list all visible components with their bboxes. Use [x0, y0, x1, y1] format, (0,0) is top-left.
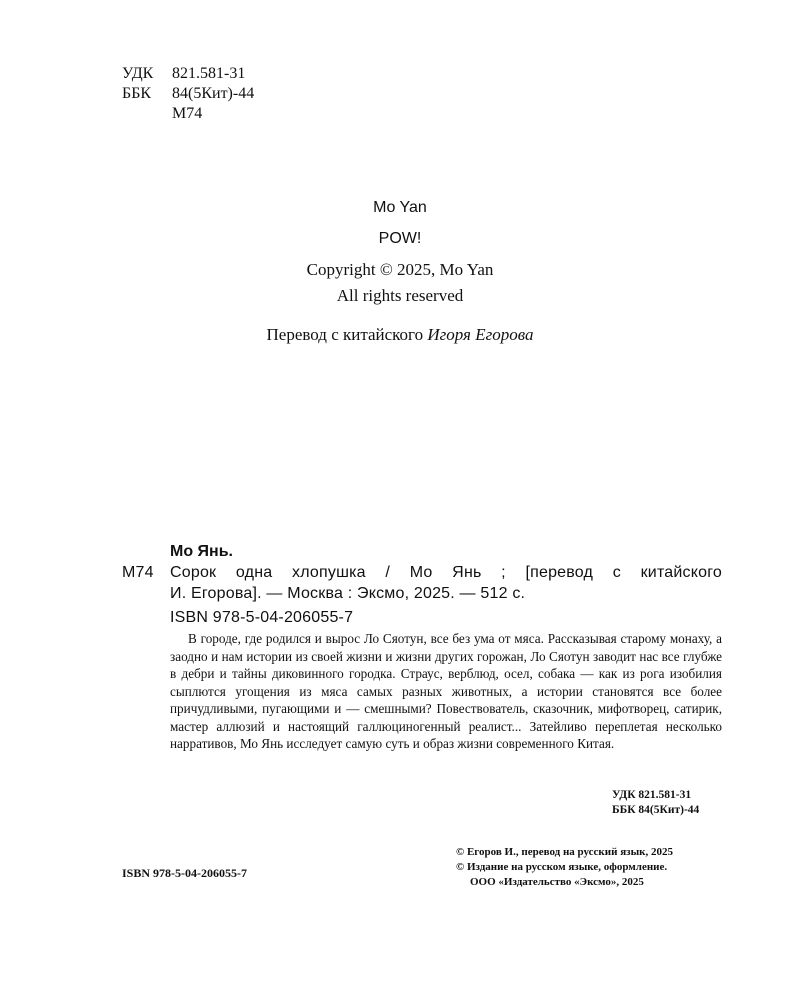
bbk-value: 84(5Кит)-44 [172, 85, 255, 102]
bbk-label: ББК [122, 85, 152, 102]
translation-prefix: Перевод с китайского [266, 325, 428, 344]
udk-label: УДК [122, 65, 154, 82]
annotation-text: В городе, где родился и вырос Ло Сяотун, все без ума от мяса. Рассказывая старому монаху, а заодно и нам истории из своей жизни и жизни других горожан, Ло Сяотун заводит нас все глубже в дебри и тайны диковинного городка. Страус, верблюд, осел, собака — как из рога изобилия сыплются угощения из мяса самых разных животных, а истории становятся все более причудливыми, пугающими и — смешными? Повествователь, сказочник, мифотворец, сатирик, мастер аллюзий и настоящий галлюциногенный реалист... Затейливо переплетая несколько нарративов, Мо Янь исследует самую суть и образ жизни современного Китая. [170, 631, 722, 751]
record-title-line: Сорок одна хлопушка / Мо Янь ; [перевод с китайского [170, 564, 722, 581]
classification-block [122, 64, 254, 124]
footer-isbn: ISBN 978-5-04-206055-7 [122, 866, 247, 880]
bbk-row [122, 84, 254, 104]
record-imprint-line: И. Егорова]. — Москва : Эксмо, 2025. — 512 с. [170, 585, 526, 602]
author-mark: М74 [172, 105, 203, 122]
record-udk: УДК 821.581-31 [612, 789, 692, 801]
record-isbn: ISBN 978-5-04-206055-7 [170, 609, 354, 626]
translator-name: Игоря Егорова [427, 325, 534, 344]
rights-line: All rights reserved [336, 286, 464, 305]
udk-value: 821.581-31 [172, 65, 246, 82]
record-bbk: ББК 84(5Кит)-44 [612, 804, 700, 816]
original-title: POW! [378, 230, 422, 247]
copyright-edition: © Издание на русском языке, оформление. [456, 861, 668, 873]
copyright-translation: © Егоров И., перевод на русский язык, 2025 [456, 846, 673, 858]
copyright-line: Copyright © 2025, Mo Yan [306, 260, 494, 279]
record-classification [612, 788, 699, 818]
copyright-publisher: ООО «Издательство «Эксмо», 2025 [470, 876, 644, 888]
record-author-heading: Мо Янь. [170, 543, 233, 560]
record-mark: М74 [122, 564, 154, 581]
footer-copyright [456, 845, 673, 890]
author-mark-row [122, 104, 254, 124]
original-author: Mo Yan [373, 199, 427, 216]
udk-row [122, 64, 254, 84]
translation-line [0, 325, 800, 345]
